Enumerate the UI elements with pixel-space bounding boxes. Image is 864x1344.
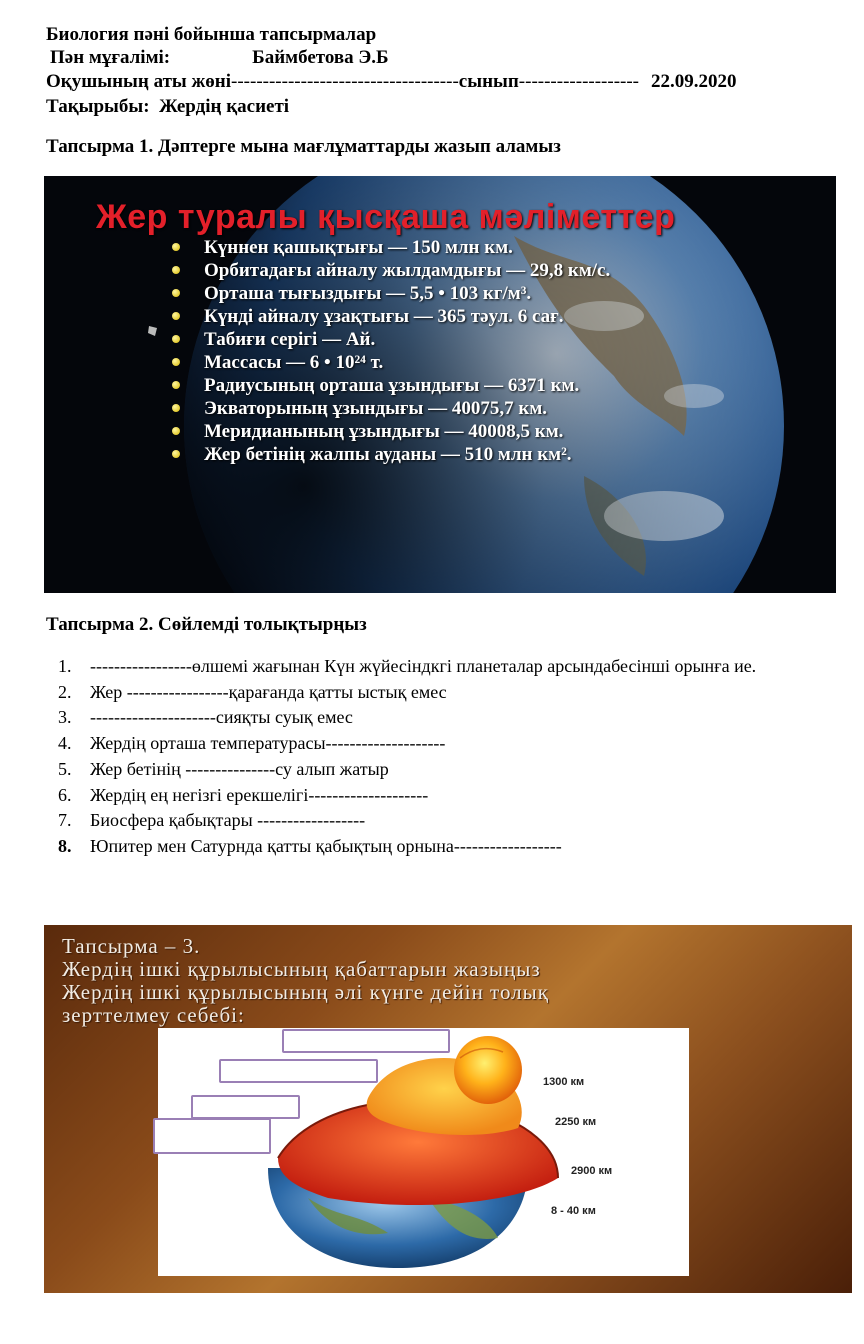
earth-fact-item [172,305,692,328]
sentence-text: Жердің орташа температурасы-------------------- [90,733,446,754]
earth-fact-item [172,282,692,305]
sentence-item [58,731,864,757]
sentence-text: Юпитер мен Сатурнда қатты қабықтың орнына------------------ [90,835,562,856]
sentence-text: Жер бетінің ---------------су алып жатыр [90,758,389,779]
earth-facts-slide [44,176,836,593]
class-label: сынып [458,71,519,92]
sentence-text: Жердің ең негізгі ерекшелігі-------------------- [90,784,429,805]
earth-fact-item [172,420,692,443]
student-label: Оқушының аты жөні [46,71,232,92]
bullet-icon [172,243,180,251]
earth-fact-text: Орбитадағы айналу жылдамдығы — 29,8 км/с. [204,260,611,281]
task1-title: Тапсырма 1. Дәптерге мына мағлұматтарды жазып аламыз [46,136,561,157]
depth-label-2250: 2250 км [555,1116,597,1128]
bullet-icon [172,427,180,435]
earth-fact-text: Орташа тығыздығы — 5,5 • 103 кг/м³. [204,283,532,304]
class-blank: ------------------- [518,71,640,92]
bullet-icon [172,289,180,297]
sentence-number: 4. [58,733,72,754]
task3-question: Жердің ішкі құрылысының әлі күнге дейін толық [62,980,549,1004]
sentence-number: 8. [58,835,72,856]
sentence-number: 6. [58,784,72,805]
task3-question-cont: зерттелмеу себебі: [62,1003,245,1027]
earth-fact-item [172,259,692,282]
earth-fact-text: Күннен қашықтығы — 150 млн км. [204,237,513,258]
earth-fact-item [172,328,692,351]
answer-box-outer-core[interactable] [219,1059,378,1083]
depth-label-2900: 2900 км [571,1165,613,1177]
sentence-number: 7. [58,810,72,831]
teacher-name: Баймбетова Э.Б [252,47,389,68]
earth-fact-item [172,443,692,466]
sentence-item [58,808,864,834]
earth-fact-text: Меридианының ұзындығы — 40008,5 км. [204,421,564,442]
earth-fact-item [172,236,692,259]
earth-fact-text: Радиусының орташа ұзындығы — 6371 км. [204,375,580,396]
earth-fact-item [172,397,692,420]
sentence-item [58,680,864,706]
answer-box-mantle[interactable] [191,1095,300,1119]
earth-fact-text: Массасы — 6 • 10²⁴ т. [204,352,384,373]
sentence-number: 5. [58,758,72,779]
sentence-text: ---------------------сияқты суық емес [90,707,353,728]
teacher-label: Пән мұғалімі: [50,47,171,68]
student-name-blank: ------------------------------------ [231,71,459,92]
earth-fact-item [172,351,692,374]
earth-fact-text: Табиғи серігі — Ай. [204,329,376,350]
earth-structure-slide [44,925,852,1293]
sentence-text: -----------------өлшемі жағынан Күн жүйесіндкгі планеталар арсындабесінші орынға ие. [90,656,757,676]
header-teacher-line [50,47,389,69]
sentence-item [58,705,864,731]
earth-fact-text: Жер бетінің жалпы ауданы — 510 млн км². [204,444,572,465]
bullet-icon [172,266,180,274]
header-subject-line: Биология пәні бойынша тапсырмалар [46,24,377,45]
bullet-icon [172,404,180,412]
task3-text [62,935,549,1027]
bullet-icon [172,335,180,343]
sentence-text: Биосфера қабықтары ------------------ [90,810,366,831]
task2-title: Тапсырма 2. Сөйлемді толықтырңыз [46,614,367,635]
answer-box-inner-core[interactable] [282,1029,450,1053]
earth-fact-text: Күнді айналу ұзақтығы — 365 тәул. 6 сағ. [204,306,564,327]
bullet-icon [172,450,180,458]
depth-label-1300: 1300 км [543,1076,585,1088]
earth-fact-text: Экваторының ұзындығы — 40075,7 км. [204,398,548,419]
sentence-text: Жер -----------------қарағанда қатты ыстық емес [90,681,447,702]
sentence-number: 2. [58,681,72,702]
fill-in-sentences-list [58,654,864,860]
sentence-number: 3. [58,707,72,728]
date: 22.09.2020 [651,71,737,92]
slide1-title: Жер туралы қысқаша мәліметтер [96,198,676,236]
bullet-icon [172,358,180,366]
answer-box-crust[interactable] [153,1118,271,1154]
header-topic-line [46,96,289,118]
depth-label-crust: 8 - 40 км [551,1205,596,1217]
topic-label: Тақырыбы: [46,96,150,117]
sentence-item [58,757,864,783]
bullet-icon [172,312,180,320]
earth-facts-list [172,236,692,466]
topic: Жердің қасиеті [159,96,290,117]
sentence-number: 1. [58,656,72,676]
task3-instruction: Жердің ішкі құрылысының қабаттарын жазыңыз [62,957,541,981]
sentence-item [58,654,864,680]
bullet-icon [172,381,180,389]
earth-fact-item [172,374,692,397]
sentence-item [58,783,864,809]
sentence-item [58,834,864,860]
header-student-line [46,71,737,93]
task3-heading: Тапсырма – 3. [62,934,201,958]
